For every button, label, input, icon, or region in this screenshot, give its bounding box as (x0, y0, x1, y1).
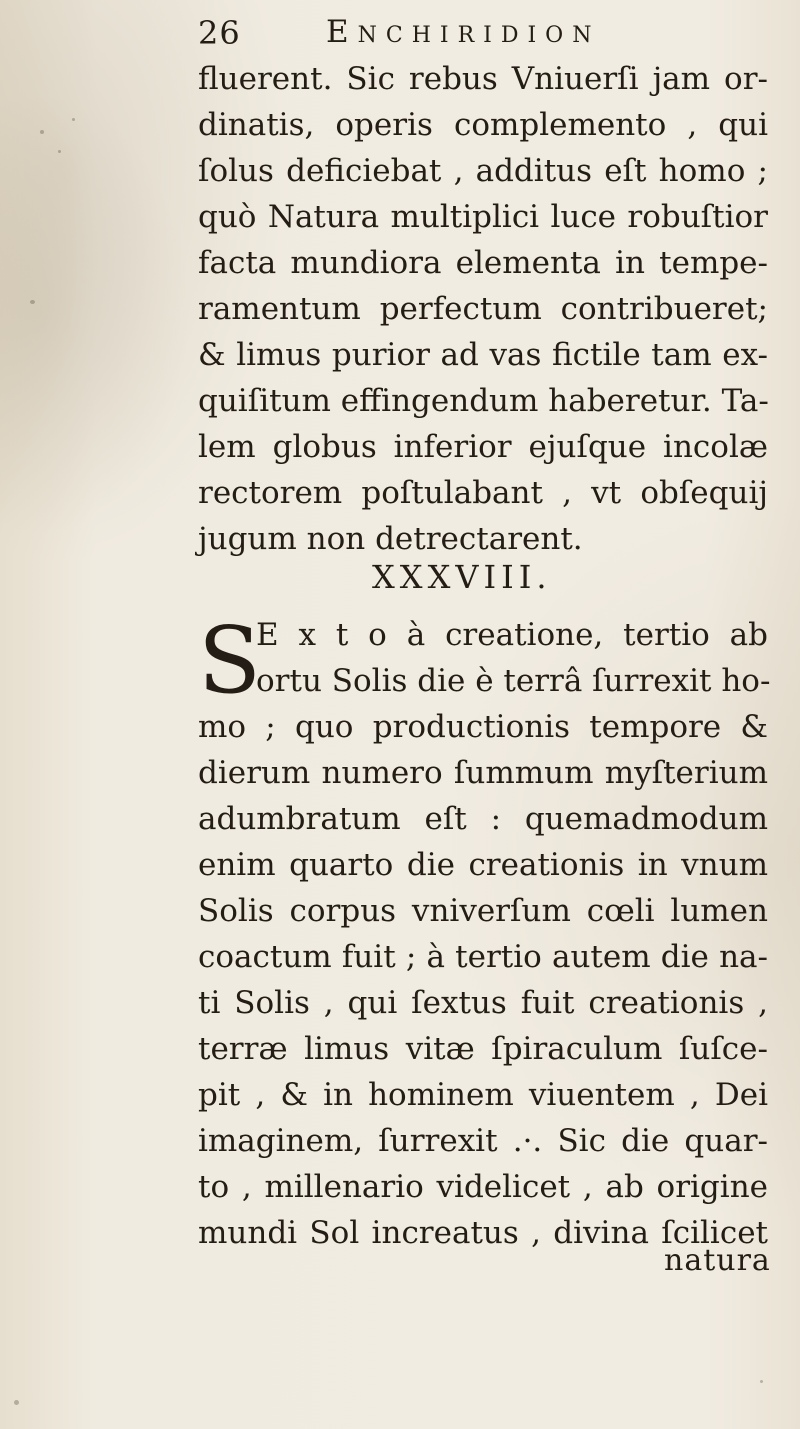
text-line: to , millenario videlicet , ab origine (198, 1169, 768, 1205)
paper-spot (40, 130, 44, 134)
paper-spot (72, 118, 75, 121)
text-line: imaginem, ſurrexit .·. Sic die quar- (198, 1123, 768, 1159)
text-line: dinatis, operis complemento , qui (198, 107, 768, 143)
text-line: pit , & in hominem viuentem , Dei (198, 1077, 768, 1113)
text-line: ſolus deficiebat , additus eſt homo ; (198, 153, 768, 189)
section-number: XXXVIII. (372, 558, 552, 596)
catchword: natura (664, 1243, 771, 1278)
text-line: lem globus inferior ejuſque incolæ (198, 429, 768, 465)
running-title: Enchiridion (326, 14, 601, 50)
text-line: jugum non detrectarent. (198, 521, 583, 557)
text-line: ramentum perfectum contribueret; (198, 291, 768, 327)
page-number: 26 (198, 14, 241, 52)
body-paragraph (198, 56, 768, 562)
text-line: facta mundiora elementa in tempe- (198, 245, 768, 281)
paper-spot (760, 1380, 763, 1383)
text-line: & limus purior ad vas fictile tam ex- (198, 337, 768, 373)
text-line: mundi Sol increatus , divina ſcilicet (198, 1215, 768, 1251)
text-line: quò Natura multiplici luce robuſtior (198, 199, 768, 235)
text-line: coactum fuit ; à tertio autem die na- (198, 939, 768, 975)
text-line: rectorem poſtulabant , vt obſequij (198, 475, 768, 511)
text-line: terræ limus vitæ ſpiraculum ſuſce- (198, 1031, 768, 1067)
text-line: E x t o à creatione, tertio ab (256, 617, 768, 653)
section-paragraph (198, 607, 771, 1256)
text-line: fluerent. Sic rebus Vniuerſi jam or- (198, 61, 768, 97)
page-header (198, 10, 758, 60)
text-line: adumbratum eſt : quemadmodum (198, 801, 768, 837)
text-line: quiſitum effingendum haberetur. Ta- (198, 383, 769, 419)
text-line: dierum numero ſummum myſterium (198, 755, 768, 791)
text-line: mo ; quo productionis tempore & (198, 709, 768, 745)
paper-spot (30, 300, 35, 304)
paper-spot (14, 1400, 19, 1405)
text-line: Solis corpus vniverſum cœli lumen (198, 893, 768, 929)
drop-cap: S (198, 607, 262, 714)
text-line: enim quarto die creationis in vnum (198, 847, 768, 883)
text-line: ortu Solis die è terrâ ſurrexit ho- (256, 663, 771, 699)
paper-spot (58, 150, 61, 153)
text-line: ti Solis , qui ſextus fuit creationis , (198, 985, 768, 1021)
